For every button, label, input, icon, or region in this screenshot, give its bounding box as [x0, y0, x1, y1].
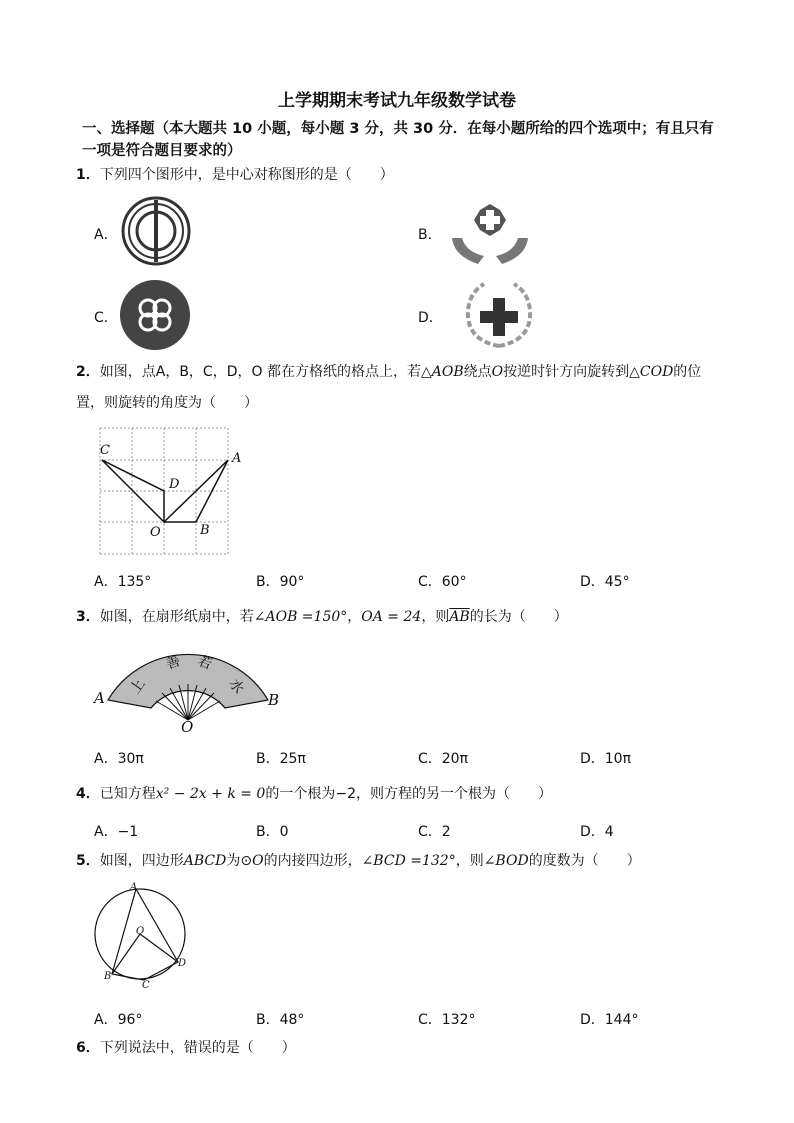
question-5 [76, 851, 641, 871]
q2-option-d: D．45° [580, 574, 630, 590]
q2-label-o: O [150, 525, 161, 540]
q5-option-d: D．144° [580, 1012, 639, 1028]
q3-label-a: A [94, 689, 105, 707]
question-text: 的长为（ ） [469, 609, 568, 625]
q3-option-d: D．10π [580, 751, 632, 767]
q2-option-c: C．60° [418, 574, 467, 590]
q2-label-b: B [200, 523, 210, 538]
q5-option-c: C．132° [418, 1012, 476, 1028]
q4-option-a: A．−1 [94, 824, 139, 840]
question-number: 4． [76, 786, 100, 802]
q1-option-c-label: C． [94, 310, 118, 326]
question-text: 如图，在扇形纸扇中，若 [99, 609, 254, 625]
q2-label-c: C [100, 443, 110, 458]
question-3 [76, 607, 568, 627]
q5-label-b: B [104, 971, 112, 982]
question-number: 1． [76, 167, 100, 183]
section-heading-line2: 一项是符合题目要求的） [82, 143, 242, 159]
q5-option-b: B．48° [256, 1012, 305, 1028]
q5-label-d: D [178, 958, 187, 969]
angle-bcd: ∠BCD =132° [361, 853, 456, 869]
q5-label-o: O [136, 926, 145, 937]
question-number: 5． [76, 853, 100, 869]
question-text: 为⊙ [226, 853, 253, 869]
question-text: 绕点 [463, 364, 492, 380]
angle-aob: ∠AOB =150° [253, 609, 348, 625]
triangle-cod: △COD [629, 364, 674, 380]
question-text: ， [347, 609, 362, 625]
q2-option-b: B．90° [256, 574, 305, 590]
question-text: 的度数为（ ） [528, 853, 641, 869]
q1-option-b-figure [448, 200, 532, 270]
arc-ab: $\overline{AB}$ [449, 609, 470, 625]
question-number: 3． [76, 609, 100, 625]
question-text: ，则 [421, 609, 450, 625]
q1-option-c-figure [118, 278, 192, 352]
question-2-line2: 置，则旋转的角度为（ ） [76, 395, 258, 411]
question-2 [76, 362, 766, 382]
circle-o: O [252, 853, 264, 869]
q3-option-b: B．25π [256, 751, 306, 767]
q3-label-b: B [268, 691, 280, 709]
q1-option-b-label: B． [418, 227, 442, 243]
section-heading [82, 118, 762, 162]
q5-label-c: C [142, 980, 150, 991]
question-text: 按逆时针方向旋转到 [503, 364, 630, 380]
quadrilateral-abcd: ABCD [183, 853, 227, 869]
q4-option-b: B．0 [256, 824, 289, 840]
question-text: 如图，四边形 [99, 853, 184, 869]
q1-option-d-label: D． [418, 310, 443, 326]
question-text: ，则 [455, 853, 484, 869]
question-text: 下列四个图形中，是中心对称图形的是（ ） [99, 167, 394, 183]
fan-char-3: 若 [195, 653, 214, 673]
q4-option-c: C．2 [418, 824, 451, 840]
q5-label-a: A [130, 882, 138, 893]
question-1 [76, 165, 394, 185]
question-text: 的一个根为−2，则方程的另一个根为（ ） [265, 786, 552, 802]
q3-option-c: C．20π [418, 751, 469, 767]
fan-char-2: 善 [164, 653, 183, 673]
q3-label-o: O [181, 718, 194, 736]
q4-option-d: D．4 [580, 824, 614, 840]
q1-option-a-label: A． [94, 227, 118, 243]
question-text: 的位 [673, 364, 702, 380]
q3-fan-figure [100, 630, 280, 730]
question-text: 已知方程 [99, 786, 156, 802]
q2-label-d: D [169, 477, 180, 492]
angle-bod: ∠BOD [483, 853, 529, 869]
question-4 [76, 784, 552, 804]
q5-option-a: A．96° [94, 1012, 143, 1028]
equation: x² − 2x + k = 0 [155, 786, 266, 802]
length-oa: OA = 24 [361, 609, 422, 625]
page-title: 上学期期末考试九年级数学试卷 [278, 91, 516, 111]
q1-option-a-figure [120, 195, 192, 267]
fan-char-1: 上 [127, 676, 149, 697]
point-o: O [491, 364, 504, 380]
q2-option-a: A．135° [94, 574, 152, 590]
question-number: 6． [76, 1040, 100, 1056]
question-text: 如图，点A，B，C，D，O 都在方格纸的格点上，若 [99, 364, 421, 380]
fan-char-4: 水 [225, 676, 247, 697]
q3-option-a: A．30π [94, 751, 144, 767]
question-number: 2． [76, 364, 100, 380]
triangle-aob: △AOB [420, 364, 464, 380]
question-text: 下列说法中，错误的是（ ） [99, 1040, 296, 1056]
q2-label-a: A [232, 451, 242, 466]
question-6 [76, 1038, 296, 1058]
q1-option-d-figure [462, 280, 536, 350]
question-text: 的内接四边形， [263, 853, 362, 869]
section-heading-line1: 一、选择题（本大题共 10 小题，每小题 3 分，共 30 分．在每小题所给的四个选项中；有且只有 [82, 121, 714, 137]
